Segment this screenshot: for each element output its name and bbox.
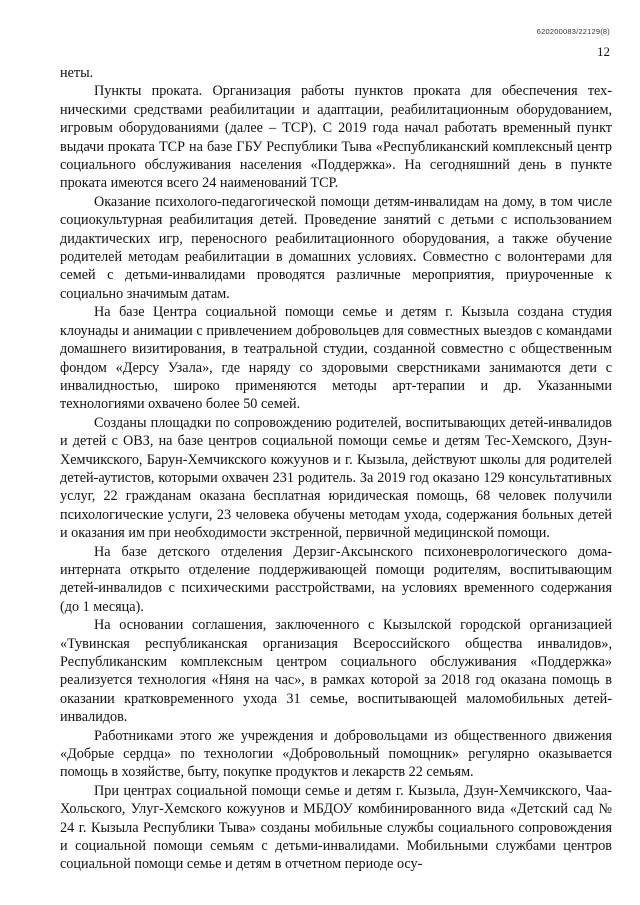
paragraph-mobile-services: При центрах социальной помощи семье и детям г. Кызыла, Дзун-Хемчикского, Чаа-Хольского, Улуг-Хемского кожуунов и МБДОУ комбинированного вида «Детский сад № 24 г. Кызыла Республики Тыва» созданы мобильные службы социального сопровождения и социальной помощи семьям с детьми-инвалидами. Мобильными службами центров социальной помощи семье и детям в отчетном периоде осу- (60, 782, 612, 873)
paragraph-dzerzig-aksy: На базе детского отделения Дерзиг-Аксынского психоневрологического дома-интерната открыто отделение поддерживающей помощи родителям, воспитывающим детей-инвалидов с психическими расстройствами, на условиях временного содержания (до 1 месяца). (60, 543, 612, 615)
page-number: 12 (597, 44, 610, 59)
paragraph-home-psych-help: Оказание психолого-педагогической помощи детям-инвалидам на дому, в том числе социокультурная реабилитация детей. Проведение занятий с детьми с использованием дидактических игр, переносного реабилитационного оборудования, а также обучение родителей методам реабилитации в домашних условиях. Совместно с волонтерами для семей с детьми-инвалидами проводятся различные мероприятия, приуроченные к социально значимым датам. (60, 193, 612, 302)
document-id: 620200083/22129(8) (536, 27, 610, 36)
document-body (60, 64, 612, 874)
paragraph-rental-points: Пункты проката. Организация работы пунктов проката для обеспечения техническими средствами реабилитации и адаптации, реабилитационным оборудованием, игровым оборудованиями (далее – ТСР). С 2019 года начал работать временный пункт выдачи проката ТСР на базе ГБУ Республики Тыва «Республиканский комплексный центр социального обслуживания населения «Поддержка». На сегодняшний день в пункте проката имеются всего 24 наименований ТСР. (60, 83, 612, 192)
paragraph-nanny-hour: На основании соглашения, заключенного с Кызылской городской организацией «Тувинская республиканская организация Всероссийского общества инвалидов», Республиканским комплексным центром социального обслуживания «Поддержка» реализуется технология «Няня на час», в рамках которой за 2018 год оказана помощь в оказании кратковременного ухода 31 семье, воспитывающей маломобильных детей-инвалидов. (60, 617, 612, 726)
paragraph-volunteer-helper: Работниками этого же учреждения и добровольцами из общественного движения «Добрые сердца» по технологии «Добровольный помощник» регулярно оказывается помощь в хозяйстве, быту, покупке продуктов и лекарств 22 семьям. (60, 727, 612, 781)
paragraph-clown-studio: На базе Центра социальной помощи семье и детям г. Кызыла создана студия клоунады и анимации с привлечением добровольцев для совместных выездов с командами домашнего визитирования, в театральной студии, созданной совместно с общественным фондом «Дерсу Узала», где наряду со здоровыми сверстниками занимаются дети с инвалидностью, широко применяются методы арт-терапии и др. Указанными технологиями охвачено более 50 семей. (60, 304, 612, 413)
paragraph-continuation: неты. (60, 65, 94, 81)
paragraph-parent-support: Созданы площадки по сопровождению родителей, воспитывающих детей-инвалидов и детей с ОВЗ, на базе центров социальной помощи семье и детям Тес-Хемского, Дзун-Хемчикского, Барун-Хемчикского кожуунов и г. Кызыла, действуют школы для родителей детей-аутистов, которыми охвачен 231 родитель. За 2019 год оказано 129 консультативных услуг, 22 гражданам оказана бесплатная юридическая помощь, 68 человек получили психологические услуги, 23 человека обучены методам ухода, содержания больных детей и оказания им при необходимости экстренной, первичной медицинской помощи. (60, 414, 612, 542)
